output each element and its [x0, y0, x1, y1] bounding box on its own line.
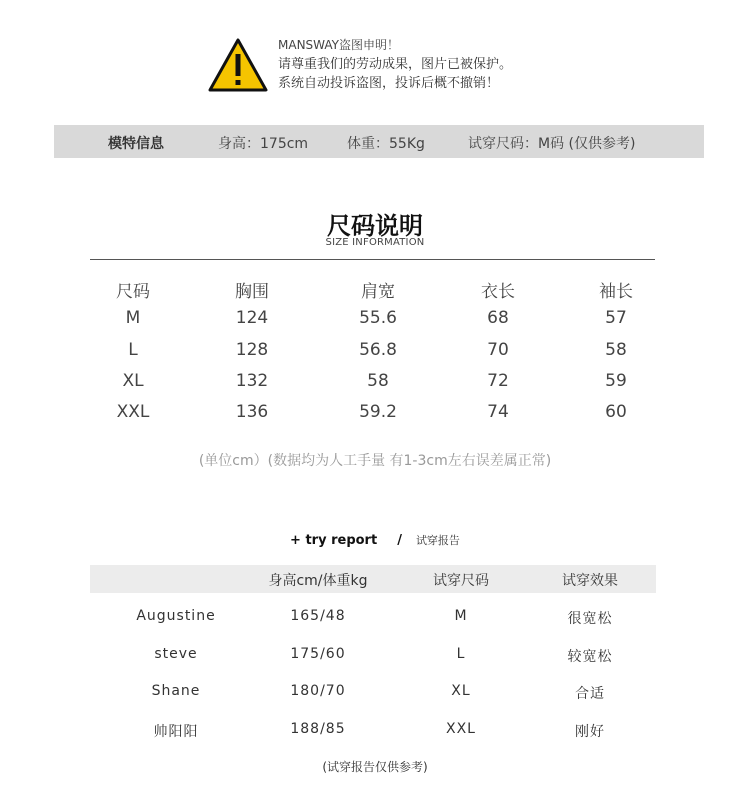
size-note: (单位cm）(数据均为人工手量 有1-3cm左右误差属正常) [198, 453, 552, 469]
table-cell: 68 [487, 308, 509, 328]
table-cell: 175/60 [290, 646, 346, 662]
table-cell: 58 [605, 340, 627, 360]
table-cell: XXL [446, 721, 476, 737]
table-cell: 74 [487, 402, 509, 422]
notice-text [278, 36, 512, 93]
size-chart-subtitle: SIZE INFORMATION [325, 237, 425, 248]
table-cell: XXL [116, 402, 150, 422]
table-row [90, 603, 656, 631]
warning-triangle-icon [208, 38, 268, 92]
table-cell: XL [451, 683, 471, 699]
model-info-label: 模特信息 [108, 136, 164, 152]
table-row [90, 641, 656, 669]
table-cell: 70 [487, 340, 509, 360]
table-row [90, 678, 656, 706]
header-cell: 尺码 [116, 282, 150, 302]
table-cell: 57 [605, 308, 627, 328]
table-cell: 72 [487, 371, 509, 391]
table-cell: XL [122, 371, 144, 391]
table-cell: 较宽松 [567, 649, 613, 665]
header-cell: 衣长 [481, 282, 515, 302]
table-cell: steve [154, 646, 198, 662]
table-cell: 很宽松 [567, 611, 613, 627]
table-cell: 合适 [575, 686, 605, 702]
header-cell: 袖长 [599, 282, 633, 302]
table-cell: 刚好 [575, 724, 605, 740]
copyright-notice [0, 0, 750, 110]
notice-line-3: 系统自动投诉盗图，投诉后概不撤销！ [278, 76, 500, 91]
table-cell: 188/85 [290, 721, 346, 737]
try-report-title [0, 532, 750, 548]
header-cell: 试穿尺码 [433, 573, 489, 589]
table-cell: L [456, 646, 466, 662]
table-cell: 136 [235, 402, 269, 422]
table-cell: 180/70 [290, 683, 346, 699]
model-info-bar [54, 125, 704, 158]
table-cell: Shane [151, 683, 201, 699]
size-chart-title: 尺码说明 [327, 212, 423, 240]
table-cell: 59 [605, 371, 627, 391]
header-cell: 肩宽 [361, 282, 395, 302]
table-cell: 132 [235, 371, 269, 391]
table-cell: Augustine [136, 608, 216, 624]
table-cell: M [125, 308, 141, 328]
header-cell: 试穿效果 [562, 573, 618, 589]
title-separator: / [397, 533, 402, 548]
model-height: 身高：175cm [218, 136, 309, 152]
table-cell: 128 [235, 340, 269, 360]
table-cell: 58 [367, 371, 389, 391]
notice-line-2: 请尊重我们的劳动成果，图片已被保护。 [278, 57, 513, 72]
table-row [0, 340, 750, 366]
size-table-header [0, 277, 750, 303]
table-row [0, 308, 750, 334]
try-report-header [90, 565, 656, 593]
table-cell: 帅阳阳 [153, 724, 199, 740]
table-row [90, 716, 656, 744]
table-cell: 55.6 [359, 308, 397, 328]
table-row [0, 371, 750, 397]
header-cell: 身高cm/体重kg [268, 573, 368, 589]
notice-line-1: MANSWAY盗图申明！ [278, 38, 399, 52]
try-report-title-en: + try report [290, 533, 378, 548]
table-row [0, 402, 750, 428]
header-cell: 胸围 [235, 282, 269, 302]
table-cell: M [454, 608, 468, 624]
try-report-footnote: (试穿报告仅供参考) [322, 760, 428, 774]
table-cell: 56.8 [359, 340, 397, 360]
table-cell: 124 [235, 308, 269, 328]
table-cell: L [128, 340, 138, 360]
table-cell: 165/48 [290, 608, 346, 624]
try-report-title-zh: 试穿报告 [415, 534, 460, 547]
table-cell: 60 [605, 402, 627, 422]
divider [90, 259, 655, 260]
model-weight: 体重：55Kg [347, 136, 425, 152]
model-size: 试穿尺码：M码 (仅供参考) [468, 136, 636, 152]
table-cell: 59.2 [359, 402, 397, 422]
